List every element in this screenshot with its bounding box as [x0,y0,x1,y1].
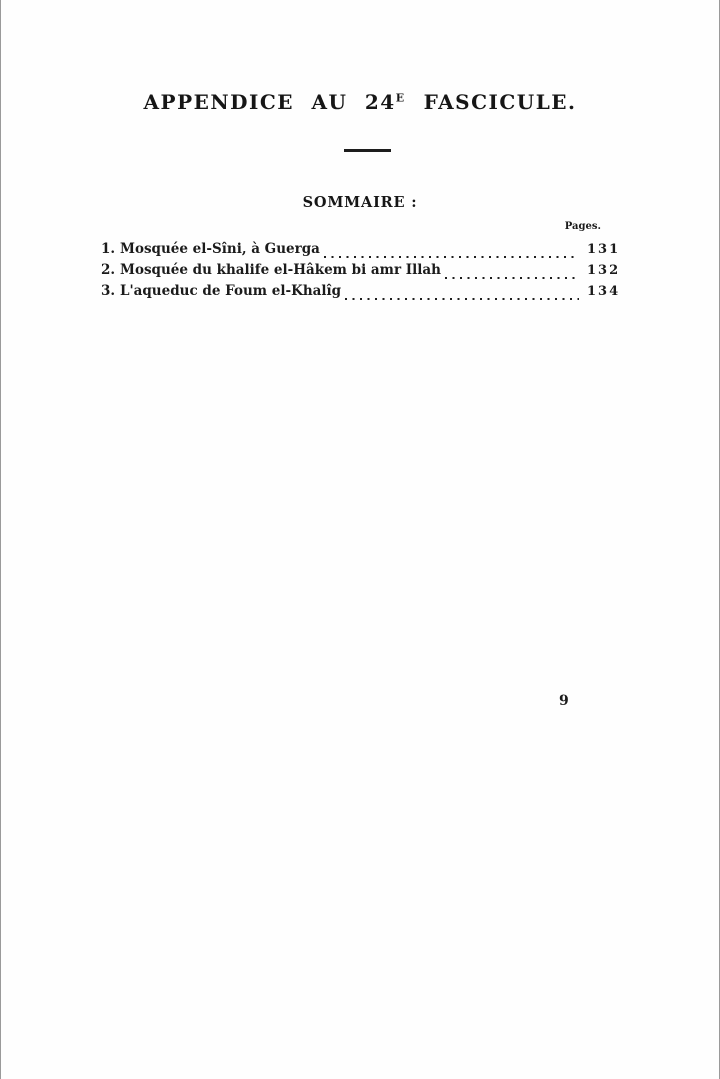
folio-page-number: 9 [559,693,569,709]
table-of-contents [101,241,623,304]
entry-number: 3. [101,283,116,299]
pages-column-label: Pages. [564,221,601,232]
entry-page-number: 131 [587,242,621,257]
entry-title: Mosquée du khalife el-Hâkem bi amr Illah [120,262,441,278]
entry-number: 1. [101,241,116,257]
toc-entry [101,262,623,283]
section-divider [344,149,391,152]
entry-title: L'aqueduc de Foum el-Khalîg [120,283,342,299]
title-suffix: FASCICULE. [423,90,577,114]
title-superscript: E [395,91,405,105]
dotted-leader [445,277,579,279]
sommaire-heading: SOMMAIRE : [302,194,418,211]
dotted-leader [324,256,579,258]
dotted-leader [345,298,579,300]
toc-entry [101,283,623,304]
entry-page-number: 134 [587,284,621,299]
toc-entry [101,241,623,262]
page-title [1,90,719,114]
title-text: APPENDICE AU 24 [143,90,396,114]
entry-page-number: 132 [587,263,621,278]
entry-title: Mosquée el-Sîni, à Guerga [120,241,320,257]
entry-number: 2. [101,262,116,278]
